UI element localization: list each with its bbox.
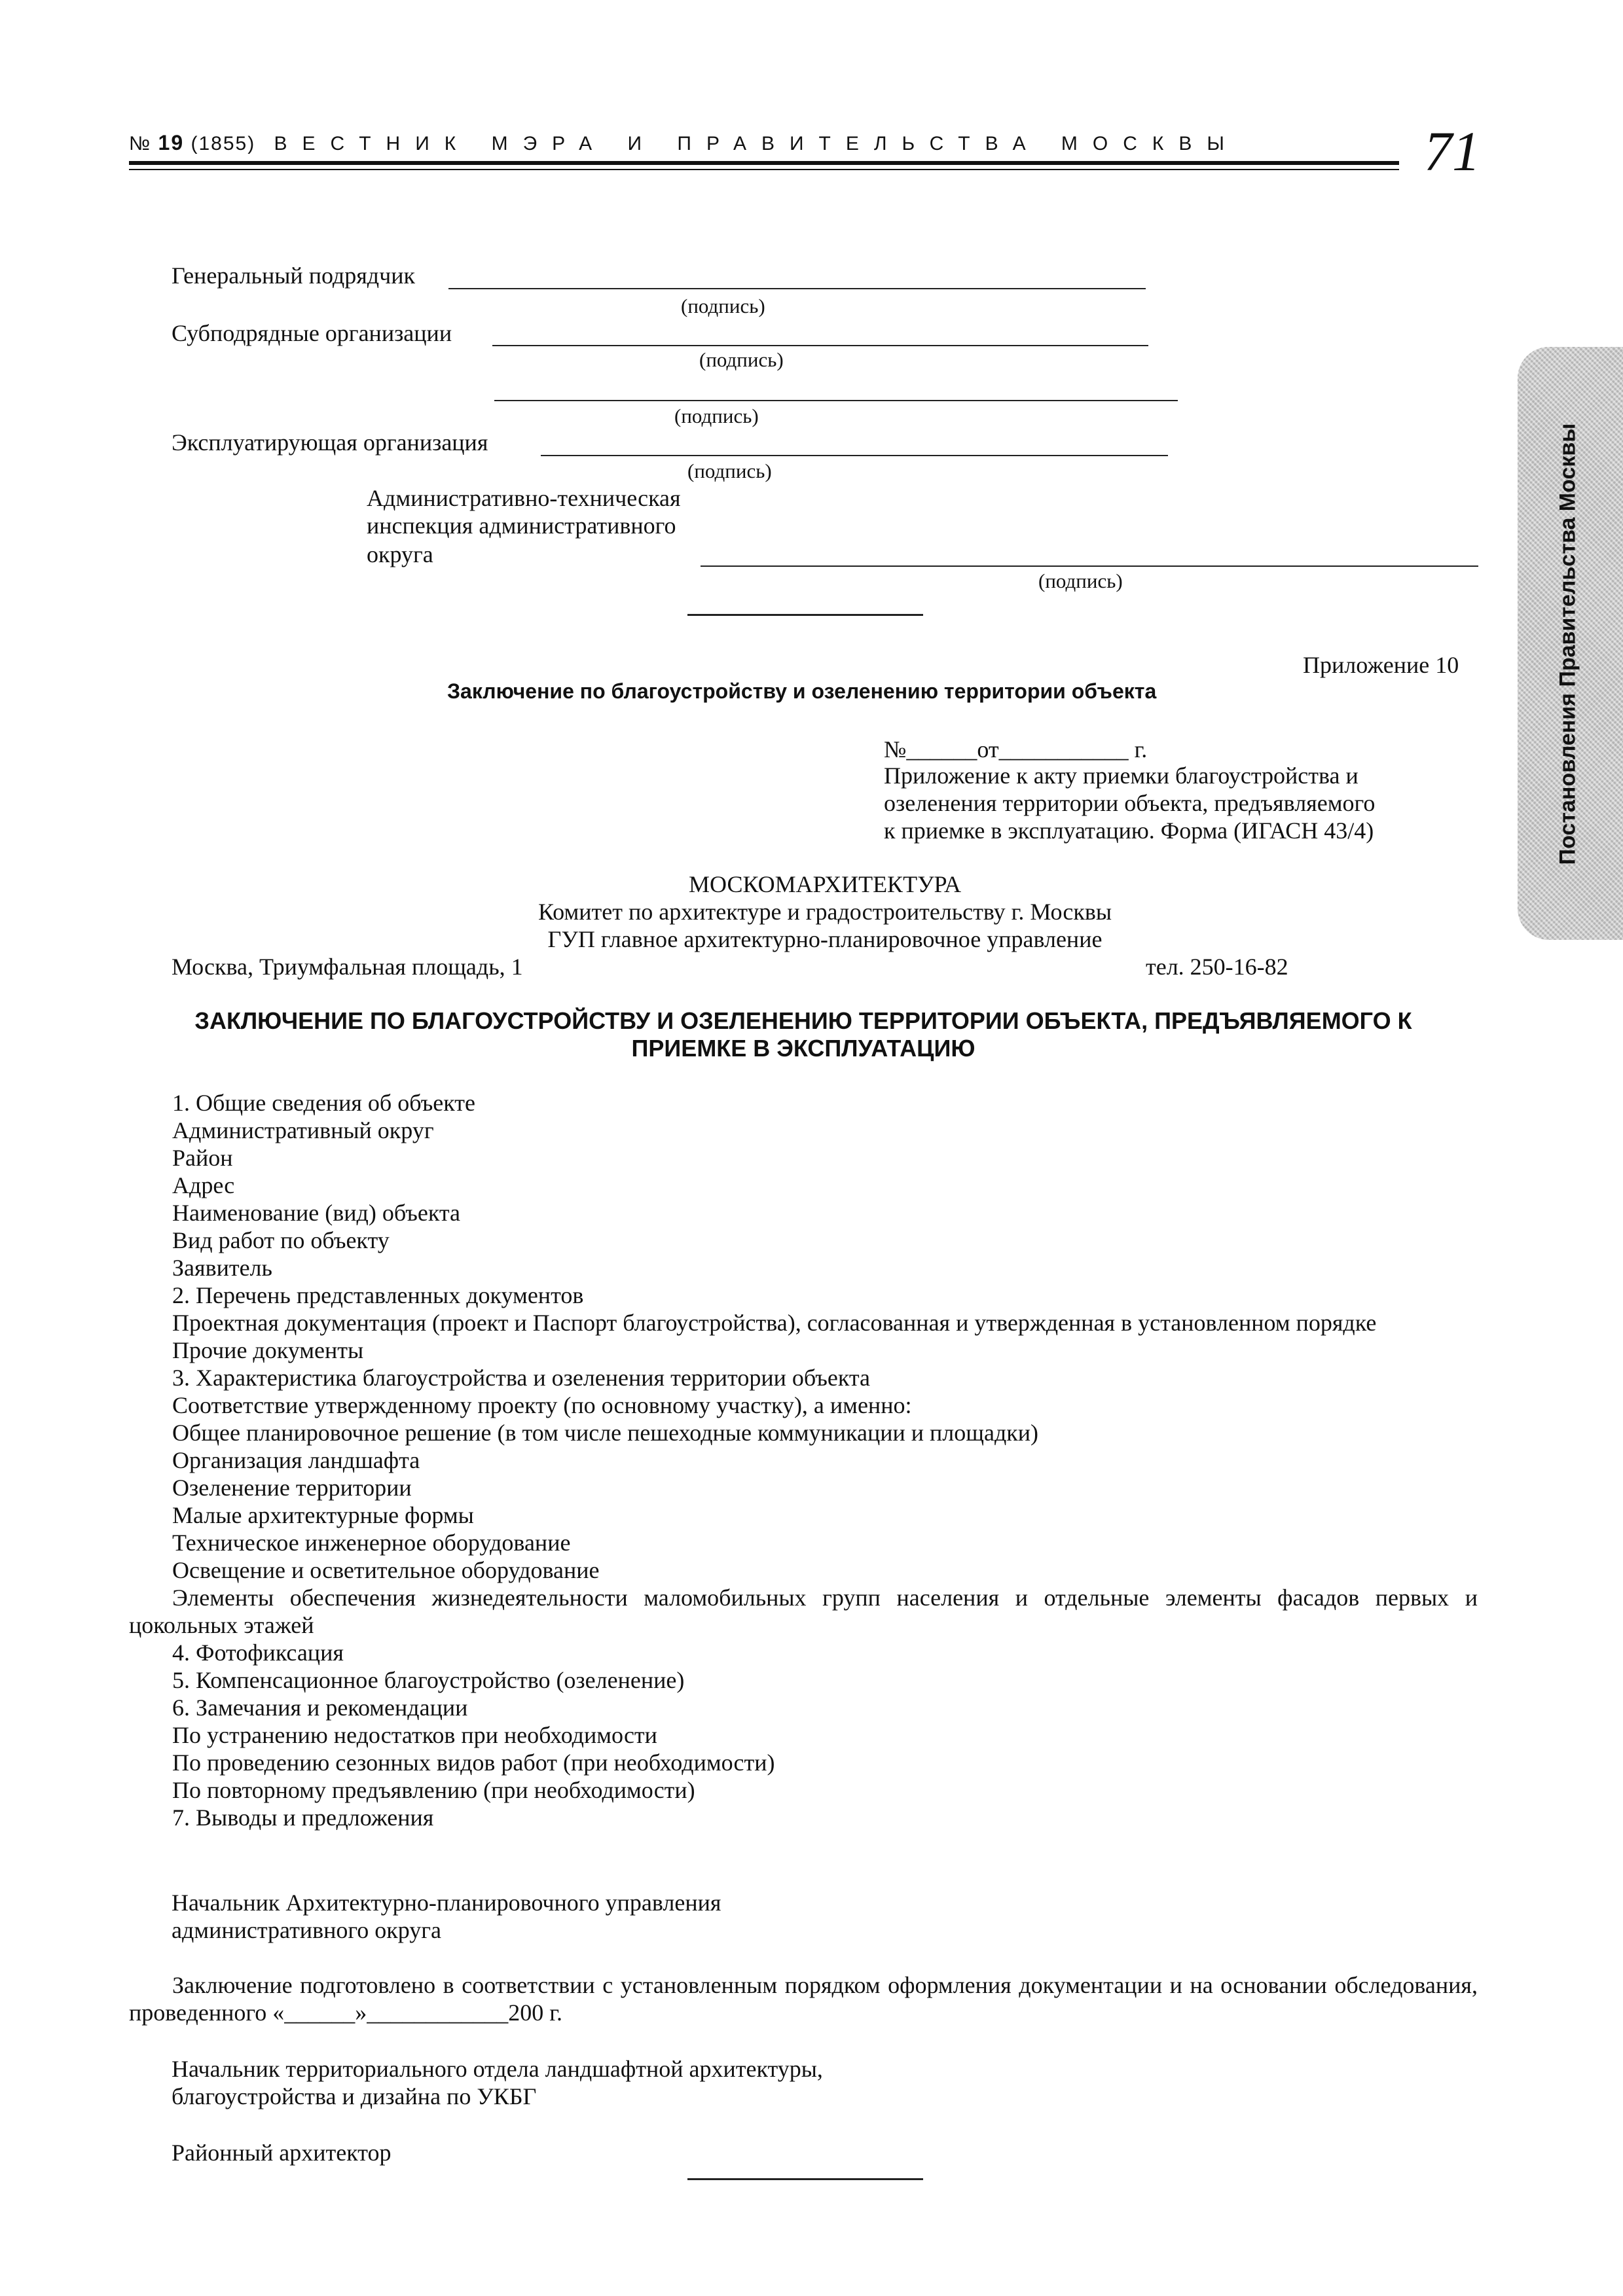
issue-year: (1855) (191, 133, 256, 154)
signature-caption: (подпись) (1038, 569, 1123, 592)
section-divider-bottom (687, 2178, 923, 2180)
appendix-title: Заключение по благоустройству и озеленению территории объекта (447, 679, 1157, 703)
subcontractors-line-2 (494, 400, 1178, 401)
operating-org-label: Эксплуатирующая организация (172, 429, 488, 456)
general-contractor-line (448, 288, 1146, 289)
territorial-head-2: благоустройства и дизайна по УКБГ (172, 2083, 537, 2109)
list-item: Прочие документы (172, 1337, 364, 1363)
list-item: Освещение и осветительное оборудование (172, 1557, 600, 1583)
journal-title: ВЕСТНИК МЭРА И ПРАВИТЕЛЬСТВА МОСКВЫ (274, 133, 1239, 154)
list-item: Заявитель (172, 1255, 272, 1281)
appendix-note-2: озеленения территории объекта, предъявляемого (884, 790, 1376, 816)
list-item: 2. Перечень представленных документов (172, 1282, 584, 1308)
general-contractor-label: Генеральный подрядчик (172, 262, 415, 289)
list-item: По повторному предъявлению (при необходимости) (172, 1777, 695, 1803)
list-item: 5. Компенсационное благоустройство (озеленение) (172, 1667, 685, 1693)
signature-caption: (подпись) (674, 404, 759, 427)
list-item: 1. Общие сведения об объекте (172, 1090, 475, 1116)
appendix-label: Приложение 10 (1303, 652, 1459, 678)
list-item: Наименование (вид) объекта (172, 1200, 461, 1226)
ati-line (701, 565, 1478, 567)
list-item: Элементы обеспечения жизнедеятельности маломобильных групп населения и отдельные элементы фасадов первых и цокольных этажей (129, 1585, 1478, 1638)
list-item: 7. Выводы и предложения (172, 1804, 434, 1831)
ati-label-3: округа (367, 541, 433, 567)
operating-org-line (541, 455, 1168, 456)
list-item: По устранению недостатков при необходимости (172, 1722, 657, 1748)
org-address: Москва, Триумфальная площадь, 1 (172, 954, 523, 980)
section-divider (687, 614, 923, 616)
org-name: МОСКОМАРХИТЕКТУРА (689, 871, 961, 897)
list-item: Организация ландшафта (172, 1447, 420, 1473)
signature-caption: (подпись) (687, 459, 772, 482)
ati-label-1: Административно-техническая (367, 485, 681, 511)
head-apu-1: Начальник Архитектурно-планировочного управления (172, 1890, 721, 1916)
conclusion-items (129, 1089, 1478, 1831)
running-header (129, 131, 1239, 155)
list-item: 4. Фотофиксация (172, 1640, 344, 1666)
appendix-note-1: Приложение к акту приемки благоустройства и (884, 762, 1359, 789)
territorial-head-1: Начальник территориального отдела ландшафтной архитектуры, (172, 2056, 823, 2082)
header-rule-thick (129, 161, 1399, 165)
ati-label-2: инспекция административного (367, 512, 676, 539)
prepared-note: Заключение подготовлено в соответствии с установленным порядком оформления документации и на основании обследования, проведенного «______»____________200 г. (129, 1972, 1478, 2026)
conclusion-title-1: ЗАКЛЮЧЕНИЕ ПО БЛАГОУСТРОЙСТВУ И ОЗЕЛЕНЕНИЮ ТЕРРИТОРИИ ОБЪЕКТА, ПРЕДЪЯВЛЯЕМОГО К (194, 1007, 1412, 1034)
list-item: Адрес (172, 1172, 235, 1198)
list-item: Общее планировочное решение (в том числе пешеходные коммуникации и площадки) (172, 1420, 1039, 1446)
list-item: Малые архитектурные формы (172, 1502, 474, 1528)
list-item: Вид работ по объекту (172, 1227, 390, 1253)
issue-number: 19 (158, 131, 185, 154)
list-item: Техническое инженерное оборудование (172, 1530, 571, 1556)
list-item: Административный округ (172, 1117, 434, 1143)
org-phone: тел. 250-16-82 (1146, 954, 1288, 980)
subcontractors-label: Субподрядные организации (172, 320, 452, 346)
list-item: Озеленение территории (172, 1475, 412, 1501)
page-number: 71 (1424, 120, 1480, 183)
signature-caption: (подпись) (699, 348, 784, 371)
issue-prefix: № (129, 133, 152, 154)
subcontractors-line (492, 345, 1148, 346)
section-tab-label: Постановления Правительства Москвы (1555, 423, 1580, 865)
list-item: 6. Замечания и рекомендации (172, 1695, 468, 1721)
signature-caption: (подпись) (681, 295, 765, 317)
list-item: Соответствие утвержденному проекту (по основному участку), а именно: (172, 1392, 912, 1418)
header-rule-thin (129, 169, 1399, 170)
head-apu-2: административного округа (172, 1917, 441, 1943)
appendix-number-line: №______от___________ г. (884, 736, 1148, 762)
org-committee: Комитет по архитектуре и градостроительству г. Москвы (538, 899, 1112, 925)
district-architect: Районный архитектор (172, 2140, 392, 2166)
list-item: По проведению сезонных видов работ (при необходимости) (172, 1749, 775, 1776)
conclusion-title-2: ПРИЕМКЕ В ЭКСПЛУАТАЦИЮ (631, 1035, 976, 1062)
appendix-note-3: к приемке в эксплуатацию. Форма (ИГАСН 43/4) (884, 817, 1374, 844)
list-item: Проектная документация (проект и Паспорт благоустройства), согласованная и утвержденная в установленном порядке (172, 1310, 1377, 1336)
list-item: Район (172, 1145, 233, 1171)
org-gup: ГУП главное архитектурно-планировочное управление (547, 926, 1103, 952)
list-item: 3. Характеристика благоустройства и озеленения территории объекта (172, 1365, 871, 1391)
